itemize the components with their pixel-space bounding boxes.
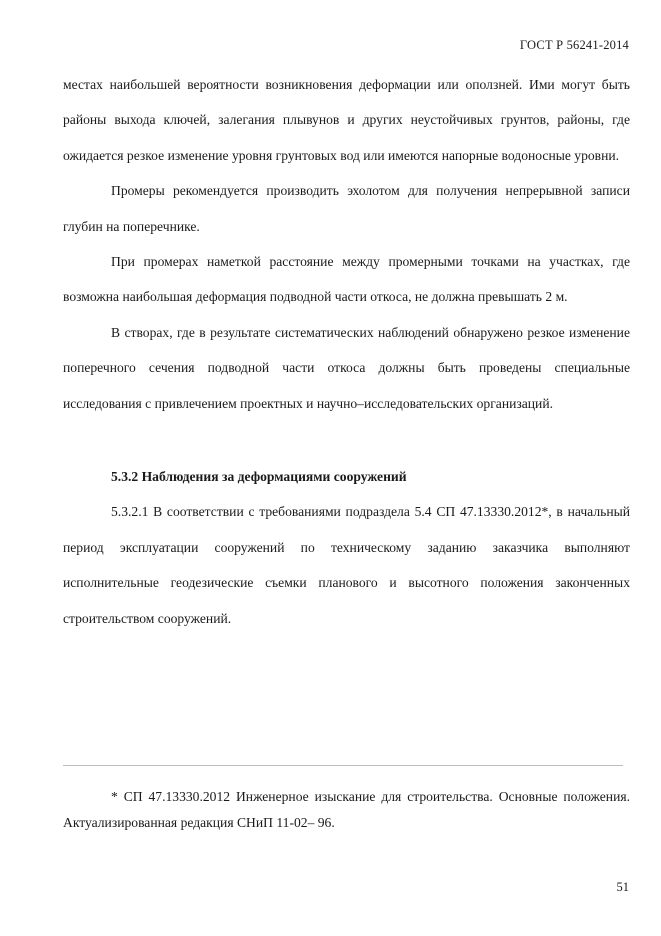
section-heading: 5.3.2 Наблюдения за деформациями сооружений <box>111 469 407 485</box>
page-number: 51 <box>616 880 629 894</box>
paragraph-echo-sounder: Промеры рекомендуется производить эхолотом для получения непрерывной записи глубин на поперечнике. <box>63 183 630 234</box>
clause-5-3-2-1: 5.3.2.1 В соответствии с требованиями подраздела 5.4 СП 47.13330.2012*, в начальный период эксплуатации сооружений по техническому заданию заказчика выполняют исполнительные геодезические съемки планового и высотного положения законченных строительством сооружений. <box>63 504 630 626</box>
paragraph-sounding-distance: При промерах наметкой расстояние между промерными точками на участках, где возможна наибольшая деформация подводной части откоса, не должна превышать 2 м. <box>63 254 630 305</box>
document-code-header: ГОСТ Р 56241-2014 <box>519 38 629 52</box>
paragraph-continuation: местах наибольшей вероятности возникновения деформации или оползней. Ими могут быть районы выхода ключей, залегания плывунов и других неустойчивых грунтов, районы, где ожидается резкое изменение уровня грунтовых вод или имеются напорные водоносные уровни. <box>63 77 630 163</box>
footnote-divider <box>63 765 623 766</box>
paragraph-special-studies: В створах, где в результате систематических наблюдений обнаружено резкое изменение поперечного сечения подводной части откоса должны быть проведены специальные исследования с привлечением проектных и научно–исследовательских организаций. <box>63 324 630 411</box>
page-body <box>63 67 630 636</box>
footnote: * СП 47.13330.2012 Инженерное изыскание для строительства. Основные положения. Актуализированная редакция СНиП 11-02– 96. <box>63 789 630 830</box>
